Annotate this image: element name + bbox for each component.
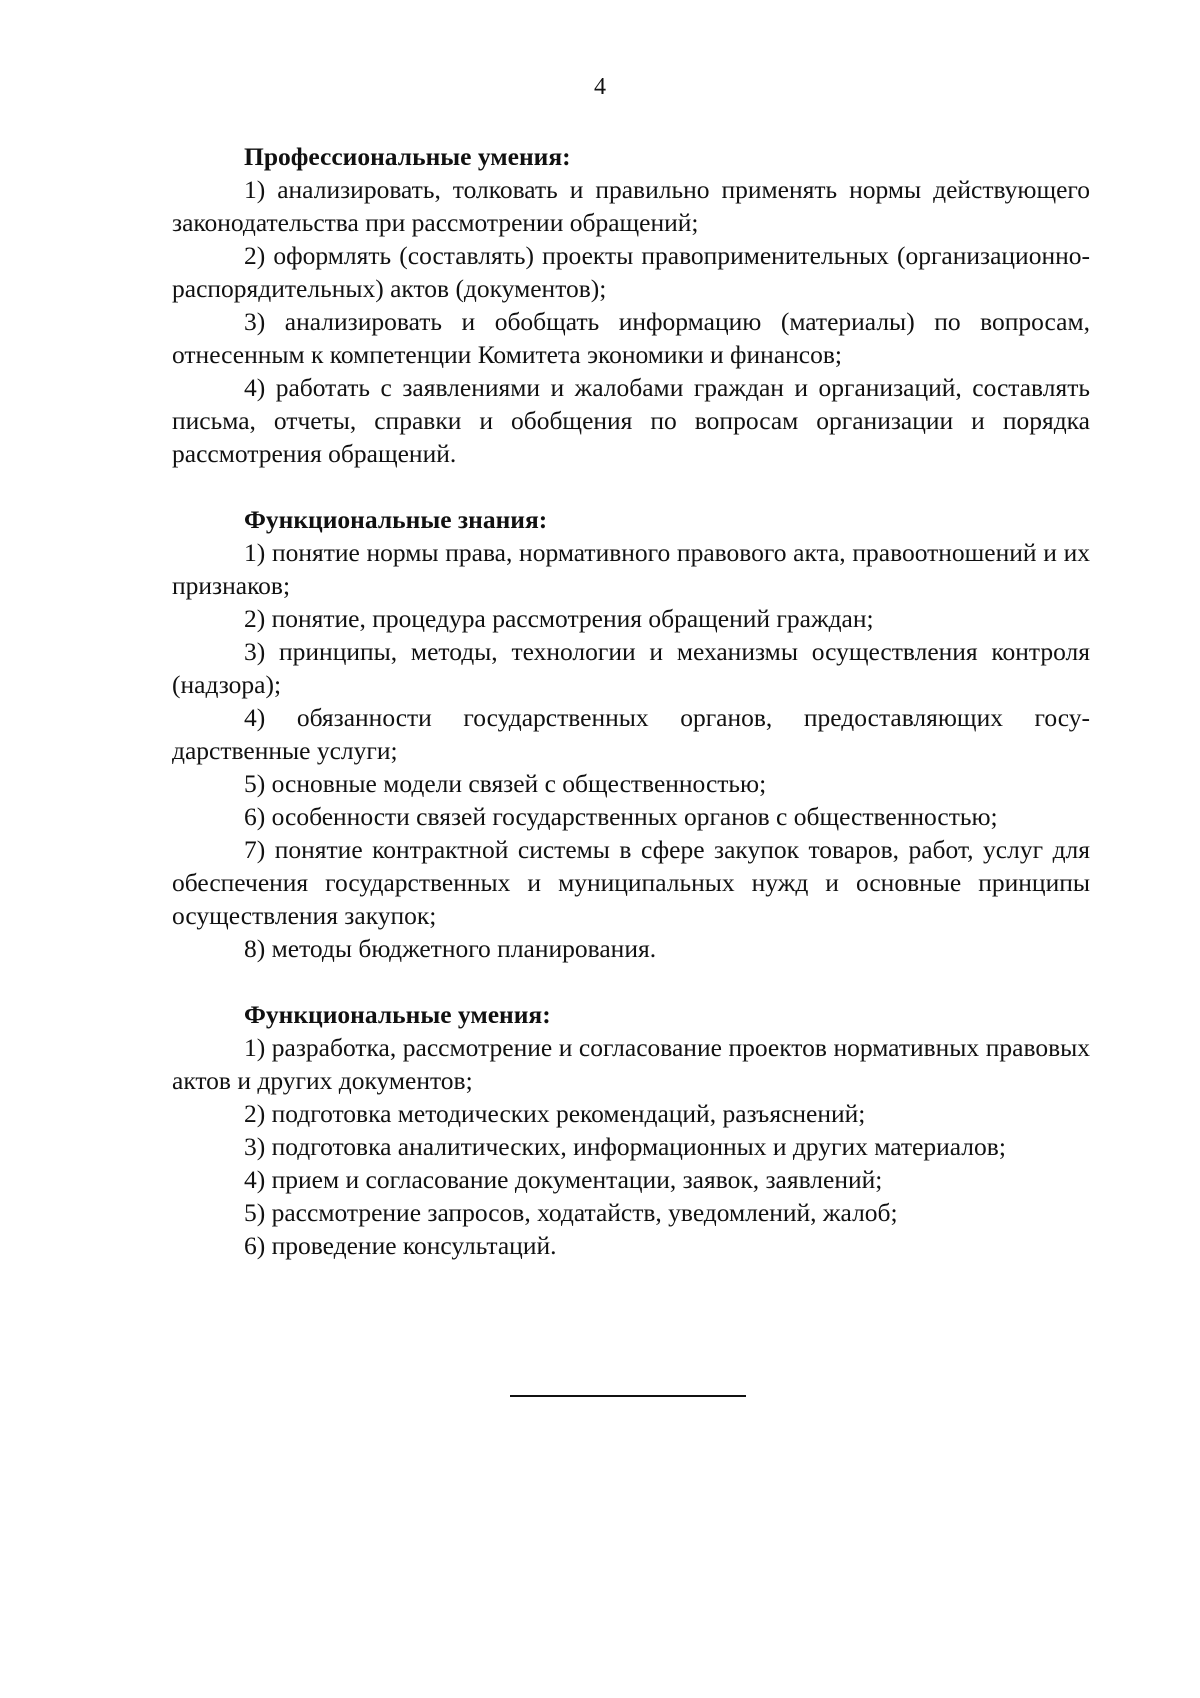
list-item: 2) подготовка методических рекомендаций, разъяснений; xyxy=(244,1099,866,1128)
end-divider xyxy=(510,1395,746,1397)
list-item: 4) работать с заявлениями и жалобами граждан и организаций, составлять письма, отчеты, справки и обобщения по вопросам организации и порядка рассмотрения обращений. xyxy=(172,373,1090,468)
document-body xyxy=(172,140,1090,1295)
section-professional-skills xyxy=(172,140,1090,470)
list-item: 4) обязанности государственных органов, предоставляющих государственные услуги; xyxy=(172,703,1090,765)
list-item: 3) подготовка аналитических, информационных и других материалов; xyxy=(244,1132,1006,1161)
section-functional-knowledge xyxy=(172,503,1090,965)
list-item: 5) рассмотрение запросов, ходатайств, уведомлений, жалоб; xyxy=(244,1198,898,1227)
list-item: 3) принципы, методы, технологии и механизмы осуществления контроля (надзора); xyxy=(172,637,1090,699)
list-item: 1) понятие нормы права, нормативного правового акта, правоотношений и их признаков; xyxy=(172,538,1090,600)
list-item: 3) анализировать и обобщать информацию (материалы) по вопросам, отнесенным к компетенции Комитета экономики и финансов; xyxy=(172,307,1090,369)
section-title: Функциональные умения: xyxy=(244,1000,551,1029)
section-title: Профессиональные умения: xyxy=(244,142,571,171)
list-item: 2) понятие, процедура рассмотрения обращений граждан; xyxy=(244,604,874,633)
list-item: 6) проведение консультаций. xyxy=(244,1231,557,1260)
list-item: 7) понятие контрактной системы в сфере закупок товаров, работ, услуг для обеспечения государственных и муниципальных нужд и основные принципы осуществления закупок; xyxy=(172,835,1090,930)
page-number: 4 xyxy=(594,74,606,100)
list-item: 5) основные модели связей с общественностью; xyxy=(244,769,767,798)
list-item: 1) разработка, рассмотрение и согласование проектов нормативных правовых актов и других документов; xyxy=(172,1033,1090,1095)
section-functional-skills xyxy=(172,998,1090,1262)
list-item: 2) оформлять (составлять) проекты правоприменительных (организационно-распорядительных) актов (документов); xyxy=(172,241,1090,303)
list-item: 1) анализировать, толковать и правильно применять нормы действующего законодательства при рассмотрении обращений; xyxy=(172,175,1090,237)
list-item: 6) особенности связей государственных органов с общественностью; xyxy=(244,802,998,831)
section-title: Функциональные знания: xyxy=(244,505,548,534)
list-item: 4) прием и согласование документации, заявок, заявлений; xyxy=(244,1165,883,1194)
list-item: 8) методы бюджетного планирования. xyxy=(244,934,657,963)
